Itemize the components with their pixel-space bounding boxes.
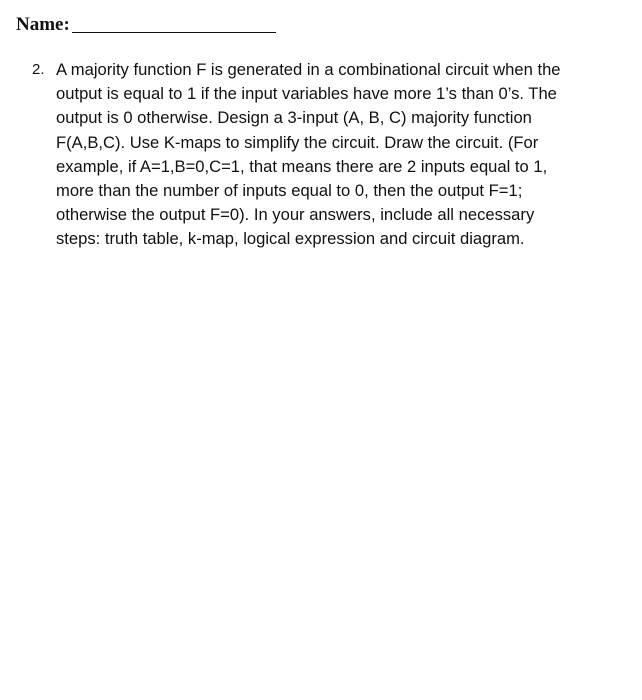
- question-2: [32, 58, 607, 252]
- question-line: more than the number of inputs equal to 0, then the output F=1;: [56, 181, 523, 201]
- question-line: output is 0 otherwise. Design a 3-input (A, B, C) majority function: [56, 108, 532, 128]
- name-blank-line: [72, 32, 276, 33]
- question-text: [56, 58, 607, 252]
- question-number: 2.: [32, 61, 45, 78]
- question-line: steps: truth table, k-map, logical expression and circuit diagram.: [56, 229, 525, 249]
- question-line: F(A,B,C). Use K-maps to simplify the circuit. Draw the circuit. (For: [56, 132, 539, 152]
- question-line: output is equal to 1 if the input variables have more 1’s than 0’s. The: [56, 84, 557, 104]
- name-label: Name:: [16, 14, 70, 35]
- name-row: [16, 14, 276, 36]
- question-line: otherwise the output F=0). In your answers, include all necessary: [56, 205, 535, 225]
- question-line: A majority function F is generated in a combinational circuit when the: [56, 60, 561, 79]
- question-line: example, if A=1,B=0,C=1, that means there are 2 inputs equal to 1,: [56, 156, 548, 176]
